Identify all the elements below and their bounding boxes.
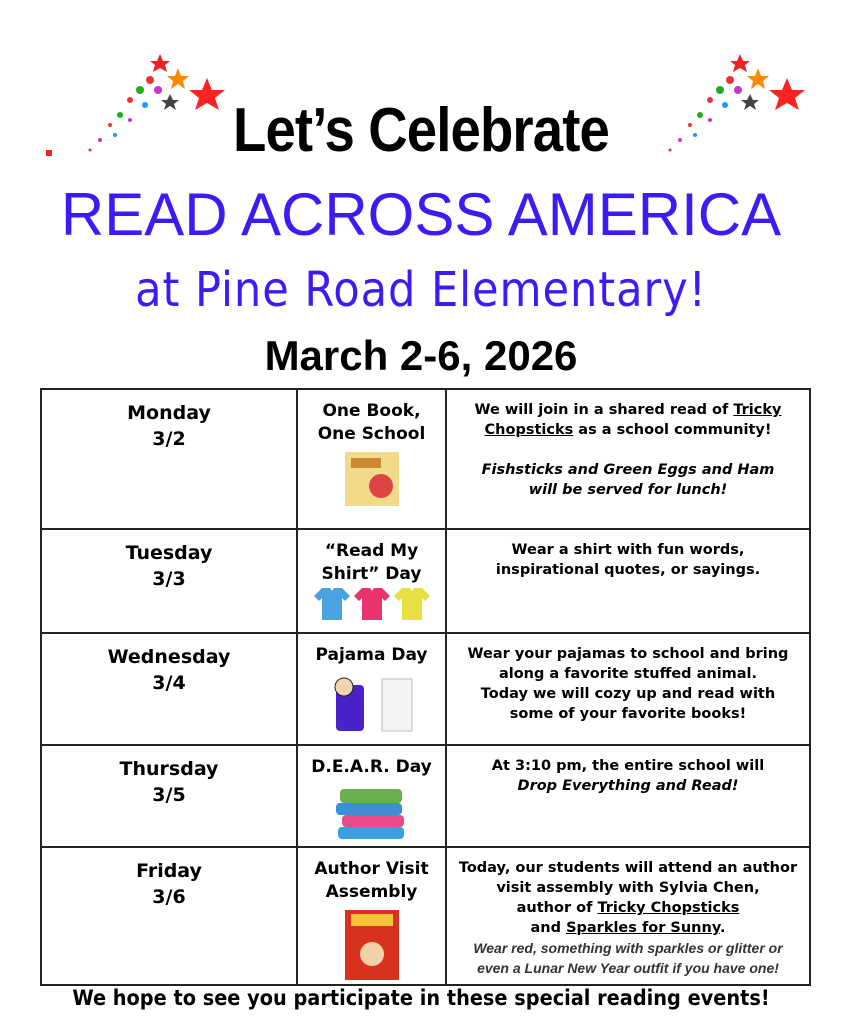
day-name: Wednesday [107,646,231,668]
desc-text: along a favorite stuffed animal. [498,666,758,682]
desc-text: Fishsticks and Green Eggs and Ham [481,462,775,478]
day-date: 3/4 [152,672,186,694]
table-row [41,389,810,529]
event-title: Assembly [325,882,418,902]
desc-text: . [719,920,726,936]
desc-text: Today we will cozy up and read with [480,686,776,702]
event-title: Pajama Day [315,645,428,665]
event-title: “Read My [324,541,419,561]
table-row [41,633,810,745]
book-cover-tricky-chopsticks-image [345,452,399,506]
book-cover-sparkles-for-sunny-image [345,910,399,980]
desc-text: We will join in a shared read of [474,402,734,418]
desc-text: as a school community! [573,422,772,438]
day-date: 3/3 [152,568,186,590]
schedule-table [40,388,811,986]
desc-text: Today, our students will attend an author [458,860,798,876]
desc-text: inspirational quotes, or sayings. [495,562,761,578]
dress-code-note: Wear red, something with sparkles or glitter or [473,940,783,956]
event-title: One Book, [322,401,421,421]
footer-message: We hope to see you participate in these special reading events! [72,986,770,1010]
desc-text: Drop Everything and Read! [517,778,739,794]
desc-text: and [530,920,567,936]
table-row [41,745,810,847]
event-title: D.E.A.R. Day [311,757,432,777]
dress-code-note: even a Lunar New Year outfit if you have one! [477,960,779,976]
table-row [41,847,810,985]
event-dates: March 2-6, 2026 [264,332,578,379]
desc-text: author of [516,900,598,916]
event-title: One School [317,424,426,444]
title-lets-celebrate: Let’s Celebrate [233,96,609,165]
day-name: Thursday [119,758,219,780]
desc-text: some of your favorite books! [509,706,747,722]
book-title: Chopsticks [484,422,574,438]
event-title: Shirt” Day [321,564,422,584]
day-name: Monday [127,402,211,424]
desc-text: At 3:10 pm, the entire school will [491,758,765,774]
day-date: 3/2 [152,428,186,450]
day-date: 3/5 [152,784,186,806]
book-title: Tricky [733,402,782,418]
event-title: Author Visit [314,859,429,879]
desc-text: Wear your pajamas to school and bring [467,646,789,662]
desc-text: Wear a shirt with fun words, [511,542,745,558]
desc-text: will be served for lunch! [528,482,728,498]
desc-text: visit assembly with Sylvia Chen, [496,880,760,896]
book-title: Sparkles for Sunny [566,920,720,936]
t-shirts-icon [314,586,430,622]
subtitle-school: at Pine Road Elementary! [135,262,707,318]
table-row [41,529,810,633]
day-date: 3/6 [152,886,186,908]
book-title: Tricky Chopsticks [597,900,740,916]
day-name: Friday [136,860,202,882]
book-stack-icon [334,785,410,841]
title-read-across-america: READ ACROSS AMERICA [60,181,782,248]
pajama-kid-icon [324,673,420,733]
day-name: Tuesday [125,542,213,564]
